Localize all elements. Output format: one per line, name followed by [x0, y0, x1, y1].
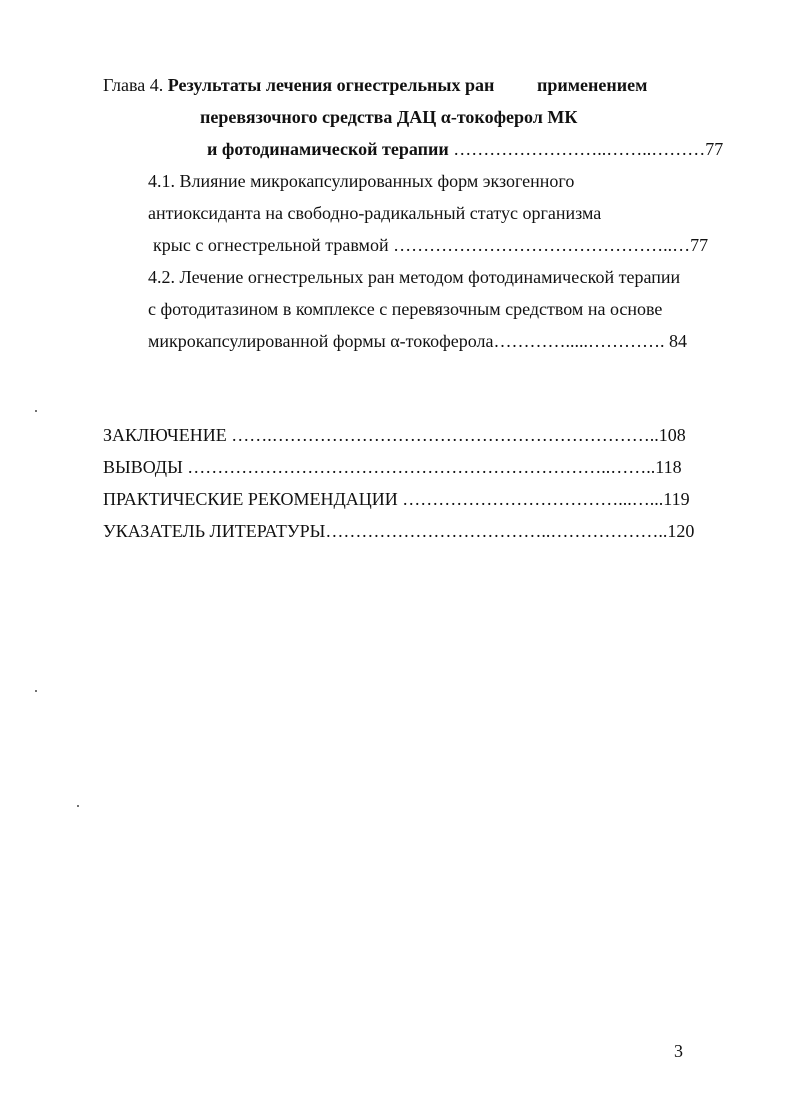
- toc-entry-page: 120: [667, 521, 695, 541]
- toc-entry-title: УКАЗАТЕЛЬ ЛИТЕРАТУРЫ: [103, 521, 326, 541]
- section-4-1-line3: [153, 234, 708, 256]
- section-4-2-line3: [148, 330, 687, 352]
- section-4-2-title-end: микрокапсулированной формы α-токоферола: [148, 331, 494, 351]
- toc-entry-leader: …….………………………………………………………..: [226, 425, 659, 445]
- toc-entry-leader: ………………………………...…...: [397, 489, 664, 509]
- scan-speck: [35, 690, 37, 692]
- toc-entry-title: ЗАКЛЮЧЕНИЕ: [103, 425, 227, 445]
- chapter4-title-part2: перевязочного средства ДАЦ α-токоферол МК: [200, 107, 578, 127]
- chapter4-leader: ……………………..……..………: [448, 139, 706, 159]
- toc-entry-page: 119: [663, 489, 690, 509]
- chapter4-prefix: Глава 4.: [103, 75, 168, 95]
- section-4-2-line2: с фотодитазином в комплексе с перевязочным средством на основе: [148, 299, 663, 319]
- chapter4-title-part1: Результаты лечения огнестрельных ран: [167, 75, 495, 95]
- toc-entry-page: 108: [658, 425, 686, 445]
- toc-entry-leader: ………………………………..………………..: [325, 521, 668, 541]
- section-4-2-leader: ………….....………….: [493, 331, 665, 351]
- chapter4-line3: [207, 138, 723, 160]
- page-number: 3: [674, 1041, 683, 1061]
- toc-entry-findings: [103, 456, 682, 478]
- scan-speck: [35, 410, 37, 412]
- section-4-1-line1: 4.1. Влияние микрокапсулированных форм экзогенного: [148, 171, 575, 191]
- toc-entry-leader: ……………………………………………………………..……..: [182, 457, 656, 477]
- chapter4-line1: [103, 74, 494, 96]
- toc-entry-recommendations: [103, 488, 690, 510]
- section-4-1-page: 77: [690, 235, 709, 255]
- chapter4-title-part1-end: применением: [537, 75, 648, 95]
- section-4-1-title-end: крыс с огнестрельной травмой: [153, 235, 389, 255]
- toc-entry-title: ВЫВОДЫ: [103, 457, 183, 477]
- section-4-2-page: 84: [669, 331, 687, 351]
- toc-entry-page: 118: [655, 457, 682, 477]
- toc-entry-references: [103, 520, 694, 542]
- toc-entry-conclusion: [103, 424, 686, 446]
- toc-entry-title: ПРАКТИЧЕСКИЕ РЕКОМЕНДАЦИИ: [103, 489, 398, 509]
- chapter4-title-part3: и фотодинамической терапии: [207, 139, 449, 159]
- section-4-1-line2: антиоксиданта на свободно-радикальный статус организма: [148, 203, 602, 223]
- section-4-2-line1: 4.2. Лечение огнестрельных ран методом фотодинамической терапии: [148, 267, 681, 287]
- chapter4-page: 77: [705, 139, 724, 159]
- scan-speck: [77, 805, 79, 807]
- section-4-1-leader: ………………………………………..…: [388, 235, 691, 255]
